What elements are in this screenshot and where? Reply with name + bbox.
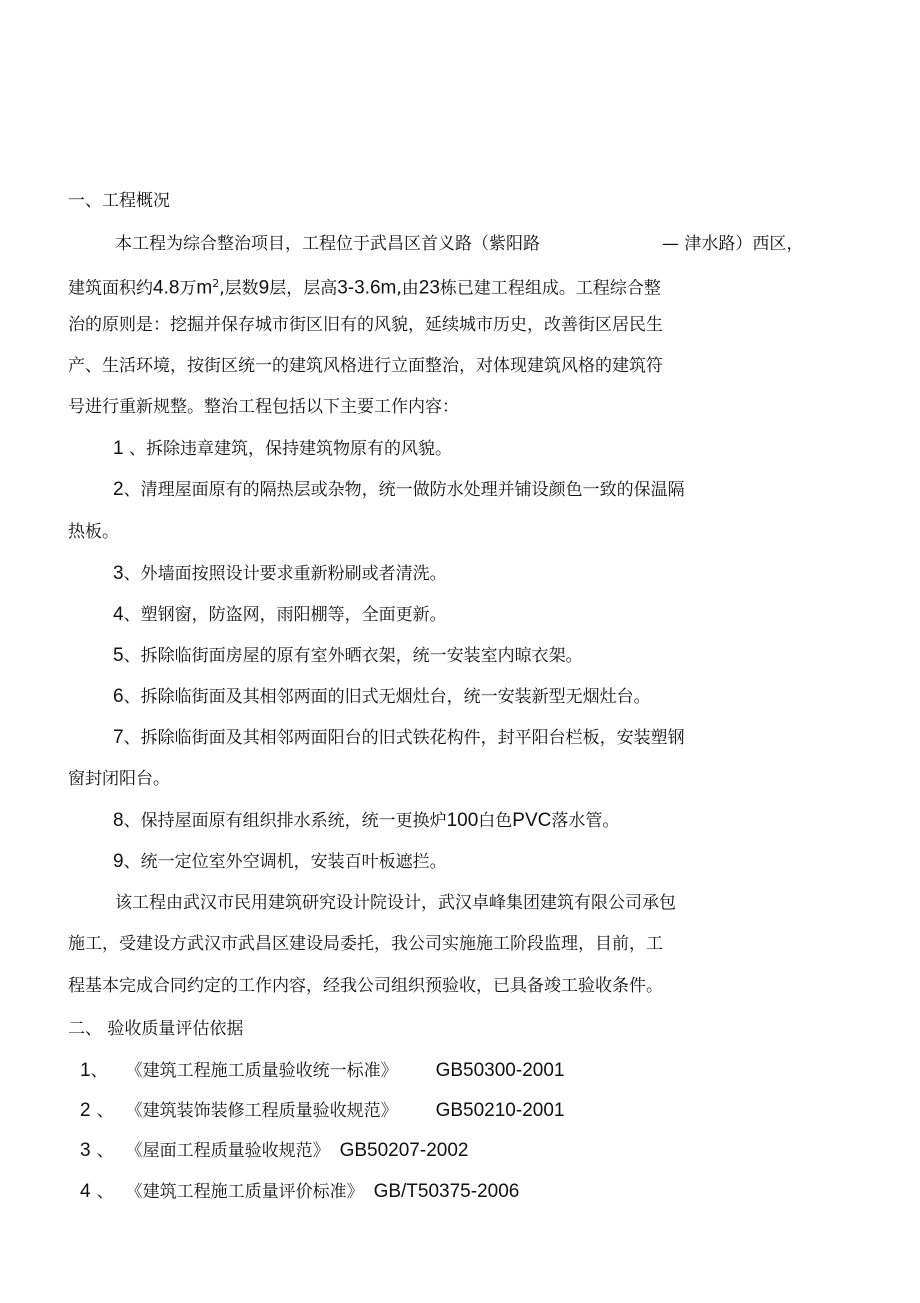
ref-code: GB/T50375-2006 bbox=[373, 1181, 520, 1202]
ref-separator: 、 bbox=[96, 1182, 114, 1202]
item-number: 5 bbox=[113, 645, 124, 666]
intro-unit: m bbox=[196, 277, 213, 299]
work-item-5 bbox=[113, 645, 583, 667]
item-number: 100 bbox=[446, 810, 479, 831]
item-text: 、拆除临街面及其相邻两面的旧式无烟灶台，统一安装新型无烟灶台。 bbox=[123, 687, 651, 707]
intro-number: 4.8 bbox=[153, 277, 180, 299]
item-text: 、拆除临街面房屋的原有室外晒衣架，统一安装室内晾衣架。 bbox=[123, 646, 583, 666]
intro-text: 层，层高 bbox=[269, 278, 338, 299]
reference-item-4 bbox=[80, 1181, 519, 1203]
item-text: 、拆除违章建筑，保持建筑物原有的风貌。 bbox=[128, 439, 452, 459]
intro-line-3: 治的原则是：挖掘并保存城市街区旧有的风貌，延续城市历史，改善街区居民生 bbox=[68, 315, 663, 335]
ref-title: 《屋面工程质量验收规范》 bbox=[125, 1141, 330, 1161]
work-item-7-cont: 窗封闭阳台。 bbox=[68, 769, 170, 789]
work-item-1 bbox=[113, 438, 452, 460]
section1-heading: 一、工程概况 bbox=[68, 191, 170, 211]
work-item-2 bbox=[113, 479, 685, 501]
ref-number: 3 bbox=[80, 1140, 91, 1161]
intro-text: ,由 bbox=[396, 278, 419, 299]
intro-line-5: 号进行重新规整。整治工程包括以下主要工作内容： bbox=[68, 397, 459, 417]
intro-text: 万 bbox=[179, 278, 197, 299]
item-text: 、清理屋面原有的隔热层或杂物，统一做防水处理并铺设颜色一致的保温隔 bbox=[123, 480, 685, 500]
intro-line-4: 产、生活环境，按街区统一的建筑风格进行立面整治，对体现建筑风格的建筑符 bbox=[68, 356, 663, 376]
ref-number: 1 bbox=[80, 1060, 91, 1081]
intro-line-2 bbox=[68, 273, 661, 300]
intro-text: 建筑面积约 bbox=[68, 278, 153, 299]
item-number: 6 bbox=[113, 686, 124, 707]
intro-number: 23 bbox=[418, 277, 440, 299]
item-number: 8 bbox=[113, 810, 124, 831]
work-item-8 bbox=[113, 810, 619, 832]
intro-line-1a: 本工程为综合整治项目，工程位于武昌区首义路（紫阳路 bbox=[115, 234, 540, 254]
item-text: 、统一定位室外空调机，安装百叶板遮拦。 bbox=[123, 852, 447, 872]
closing-line-1: 该工程由武汉市民用建筑研究设计院设计，武汉卓峰集团建筑有限公司承包 bbox=[115, 893, 676, 913]
item-code: PVC bbox=[512, 810, 552, 831]
section2-heading: 二、 验收质量评估依据 bbox=[68, 1019, 244, 1039]
ref-title: 《建筑工程施工质量评价标准》 bbox=[125, 1182, 364, 1202]
ref-code: GB50210-2001 bbox=[435, 1100, 565, 1121]
work-item-2-cont: 热板。 bbox=[68, 522, 119, 542]
item-number: 4 bbox=[113, 604, 124, 625]
work-item-4 bbox=[113, 604, 447, 626]
item-number: 3 bbox=[113, 563, 124, 584]
item-text: 落水管。 bbox=[551, 811, 620, 831]
ref-separator: 、 bbox=[90, 1061, 108, 1081]
reference-item-1 bbox=[80, 1060, 564, 1082]
ref-number: 2 bbox=[80, 1100, 91, 1121]
item-text: 白色 bbox=[478, 811, 513, 831]
ref-code: GB50207-2002 bbox=[339, 1140, 469, 1161]
item-number: 7 bbox=[113, 727, 124, 748]
item-number: 9 bbox=[113, 851, 124, 872]
item-text: 、保持屋面原有组织排水系统，统一更换炉 bbox=[123, 811, 447, 831]
work-item-3 bbox=[113, 563, 447, 585]
intro-line-1b: — 津水路）西区， bbox=[662, 234, 804, 254]
work-item-9 bbox=[113, 851, 447, 873]
ref-title: 《建筑装饰装修工程质量验收规范》 bbox=[125, 1101, 398, 1121]
item-text: 、塑钢窗，防盗网，雨阳棚等，全面更新。 bbox=[123, 605, 447, 625]
item-text: 、外墙面按照设计要求重新粉刷或者清洗。 bbox=[123, 564, 447, 584]
intro-text: ,层数 bbox=[219, 278, 259, 299]
reference-item-2 bbox=[80, 1100, 564, 1122]
item-number: 1 bbox=[113, 438, 124, 459]
ref-number: 4 bbox=[80, 1181, 91, 1202]
closing-line-2: 施工，受建设方武汉市武昌区建设局委托，我公司实施施工阶段监理，目前，工 bbox=[68, 934, 663, 954]
intro-number: 9 bbox=[258, 277, 270, 299]
intro-text: 栋已建工程组成。工程综合整 bbox=[439, 278, 661, 299]
ref-code: GB50300-2001 bbox=[435, 1060, 565, 1081]
work-item-6 bbox=[113, 686, 651, 708]
intro-number: 3-3.6m bbox=[337, 277, 397, 299]
ref-separator: 、 bbox=[96, 1101, 114, 1121]
closing-line-3: 程基本完成合同约定的工作内容，经我公司组织预验收，已具备竣工验收条件。 bbox=[68, 976, 663, 996]
work-item-7 bbox=[113, 727, 685, 749]
ref-title: 《建筑工程施工质量验收统一标准》 bbox=[125, 1061, 398, 1081]
item-text: 、拆除临街面及其相邻两面阳台的旧式铁花构件，封平阳台栏板，安装塑钢 bbox=[123, 728, 685, 748]
intro-superscript: 2 bbox=[212, 277, 220, 290]
item-number: 2 bbox=[113, 479, 124, 500]
ref-separator: 、 bbox=[96, 1141, 114, 1161]
reference-item-3 bbox=[80, 1140, 468, 1162]
